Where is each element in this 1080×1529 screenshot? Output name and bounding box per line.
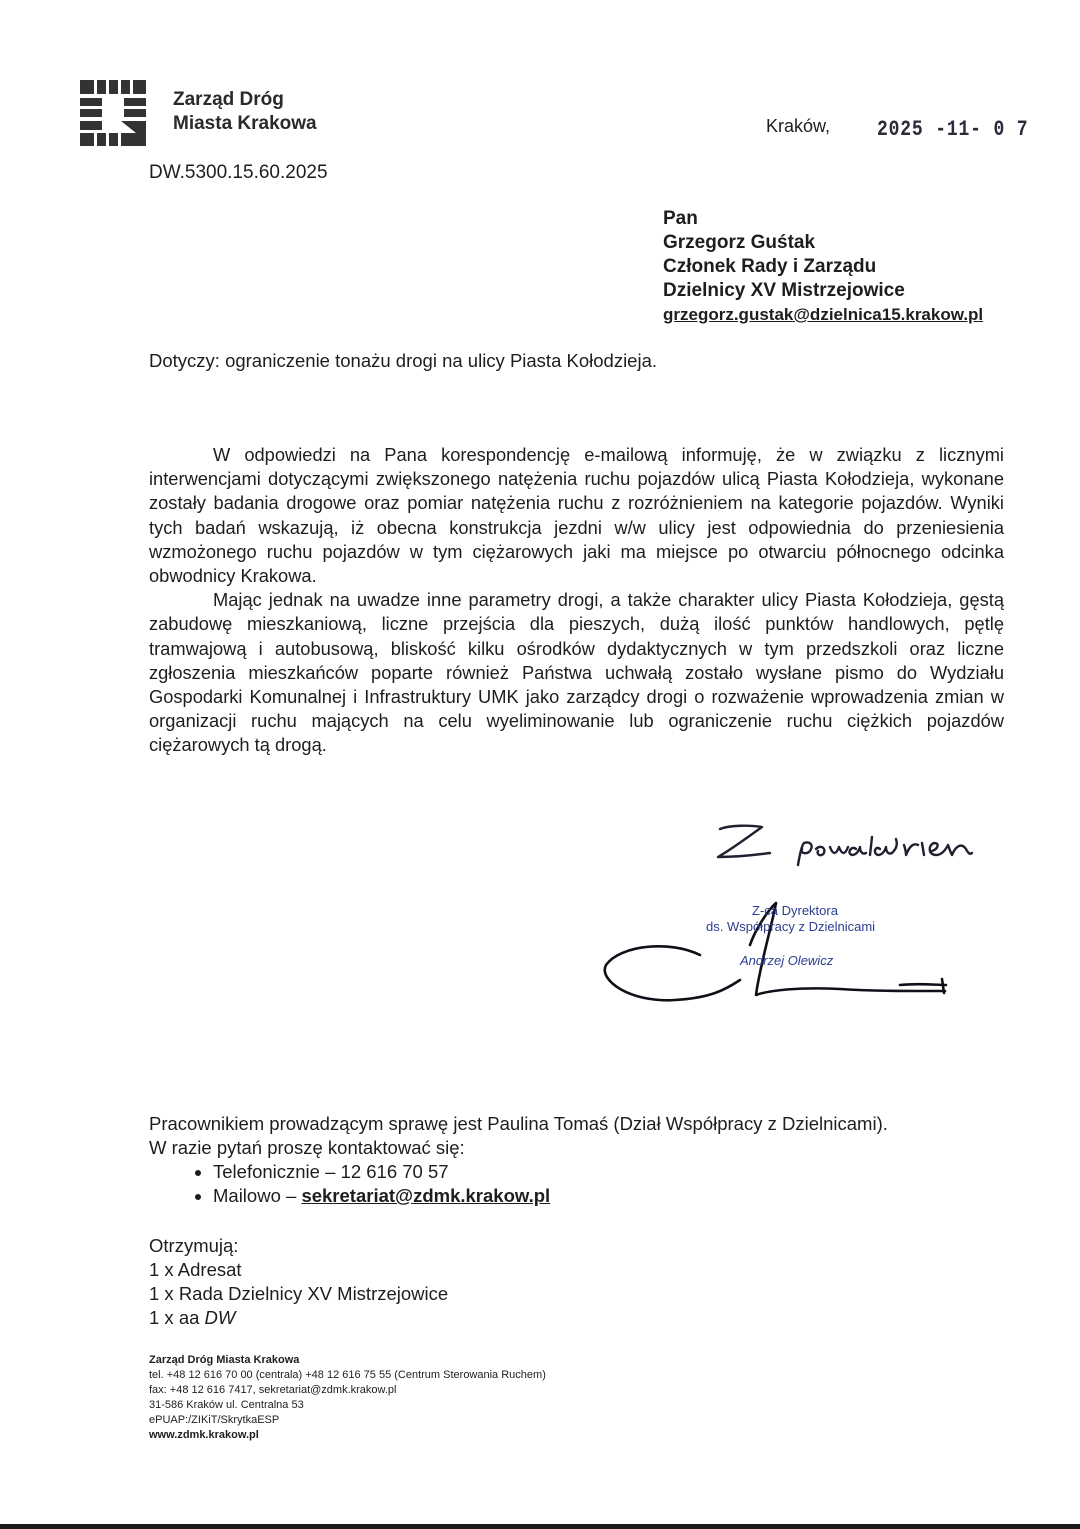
footer-tel: tel. +48 12 616 70 00 (centrala) +48 12 616 75 55 (Centrum Sterowania Ruchem) — [149, 1369, 546, 1381]
zdmk-logo-icon — [80, 80, 146, 146]
contact-line1: Pracownikiem prowadzącym sprawę jest Paulina Tomaś (Dział Współpracy z Dzielnicami). — [149, 1113, 888, 1134]
body-paragraph-2: Mając jednak na uwadze inne parametry drogi, a także charakter ulicy Piasta Kołodzieja, gęstą zabudowę mieszkaniową, liczne przejścia dla pieszych, dużą ilość punktów handlowych, pętlę tramwajową i autobusową, bliskość kilku ośrodków dydaktycznych w tym przedszkoli oraz liczne zgłoszenia mieszkańców poparte również Państwa uchwałą zostało wysłane pismo do Wydziału Gospodarki Komunalnej i Infrastruktury UMK jako zarządcy drogi o rozważenie wprowadzenia zmian w organizacji ruchu mających na celu wyeliminowanie lub ograniczenie ruchu ciężkich pojazdów ciężarowych tą drogą. — [149, 589, 1004, 756]
recipient-name: Grzegorz Guśtak — [663, 232, 816, 253]
org-name-line2: Miasta Krakowa — [173, 113, 317, 134]
contact-section — [149, 1112, 888, 1208]
contact-line2: W razie pytań proszę kontaktować się: — [149, 1137, 465, 1158]
stamp-title-line1: Z-ca Dyrektora — [752, 903, 838, 918]
contact-mail-link[interactable]: sekretariat@zdmk.krakow.pl — [301, 1185, 551, 1206]
phone-number: 12 616 70 57 — [340, 1161, 449, 1182]
contact-mail-item — [213, 1184, 888, 1208]
handwritten-closing — [700, 815, 1000, 875]
footer-fax: fax: +48 12 616 7417, sekretariat@zdmk.krakow.pl — [149, 1384, 397, 1396]
body-paragraph-1: W odpowiedzi na Pana korespondencję e-mailową informuję, że w związku z licznymi interwencjami dotyczącymi zwiększonego natężenia ruchu pojazdów ulicą Piasta Kołodzieja, wykonane zostały badania drogowe oraz pomiar natężenia ruchu z rozróżnieniem na kategorie pojazdów. Wyniki tych badań wskazują, iż obecna konstrukcja jezdni w/w ulicy jest odpowiednia do przeniesienia wzmożonego ruchu pojazdów w tym ciężarowych jaki ma miejsce po otwarciu północnego odcinka obwodnicy Krakowa. — [149, 444, 1004, 587]
stamp-title-line2: ds. Współpracy z Dzielnicami — [706, 919, 876, 934]
mail-label: Mailowo – — [213, 1185, 302, 1206]
date-stamp: 2025 -11- 0 7 — [877, 117, 1029, 142]
receivers-title: Otrzymują: — [149, 1235, 239, 1256]
stamp-signatory-name: Andrzej Olewicz — [740, 953, 834, 968]
footer-address: 31-586 Kraków ul. Centralna 53 — [149, 1399, 304, 1411]
org-name-line1: Zarząd Dróg — [173, 89, 284, 110]
receivers-section — [149, 1234, 448, 1330]
recipient-salutation: Pan — [663, 208, 698, 229]
recipient-email: grzegorz.gustak@dzielnica15.krakow.pl — [663, 305, 984, 324]
place: Kraków, — [766, 116, 831, 136]
recipient-block — [663, 207, 983, 327]
contact-phone-item — [213, 1160, 888, 1184]
scan-edge-divider — [0, 1524, 1080, 1529]
subject-line: Dotyczy: ograniczenie tonażu drogi na ulicy Piasta Kołodzieja. — [149, 350, 658, 371]
contact-list — [149, 1160, 888, 1208]
recipient-role-line2: Dzielnicy XV Mistrzejowice — [663, 280, 905, 301]
footer-website: www.zdmk.krakow.pl — [149, 1429, 259, 1441]
letter-body — [149, 443, 1004, 758]
organization-name — [173, 88, 317, 136]
receiver-item: 1 x aa DW — [149, 1307, 236, 1328]
receiver-item: 1 x Rada Dzielnicy XV Mistrzejowice — [149, 1283, 449, 1304]
receiver-item: 1 x Adresat — [149, 1259, 242, 1280]
phone-label: Telefonicznie – — [213, 1161, 341, 1182]
recipient-role-line1: Członek Rady i Zarządu — [663, 256, 877, 277]
footer-epuap: ePUAP:/ZIKiT/SkrytkaESP — [149, 1414, 280, 1426]
letter-footer — [149, 1353, 546, 1443]
case-number: DW.5300.15.60.2025 — [149, 162, 328, 183]
footer-org-name: Zarząd Dróg Miasta Krakowa — [149, 1354, 300, 1366]
